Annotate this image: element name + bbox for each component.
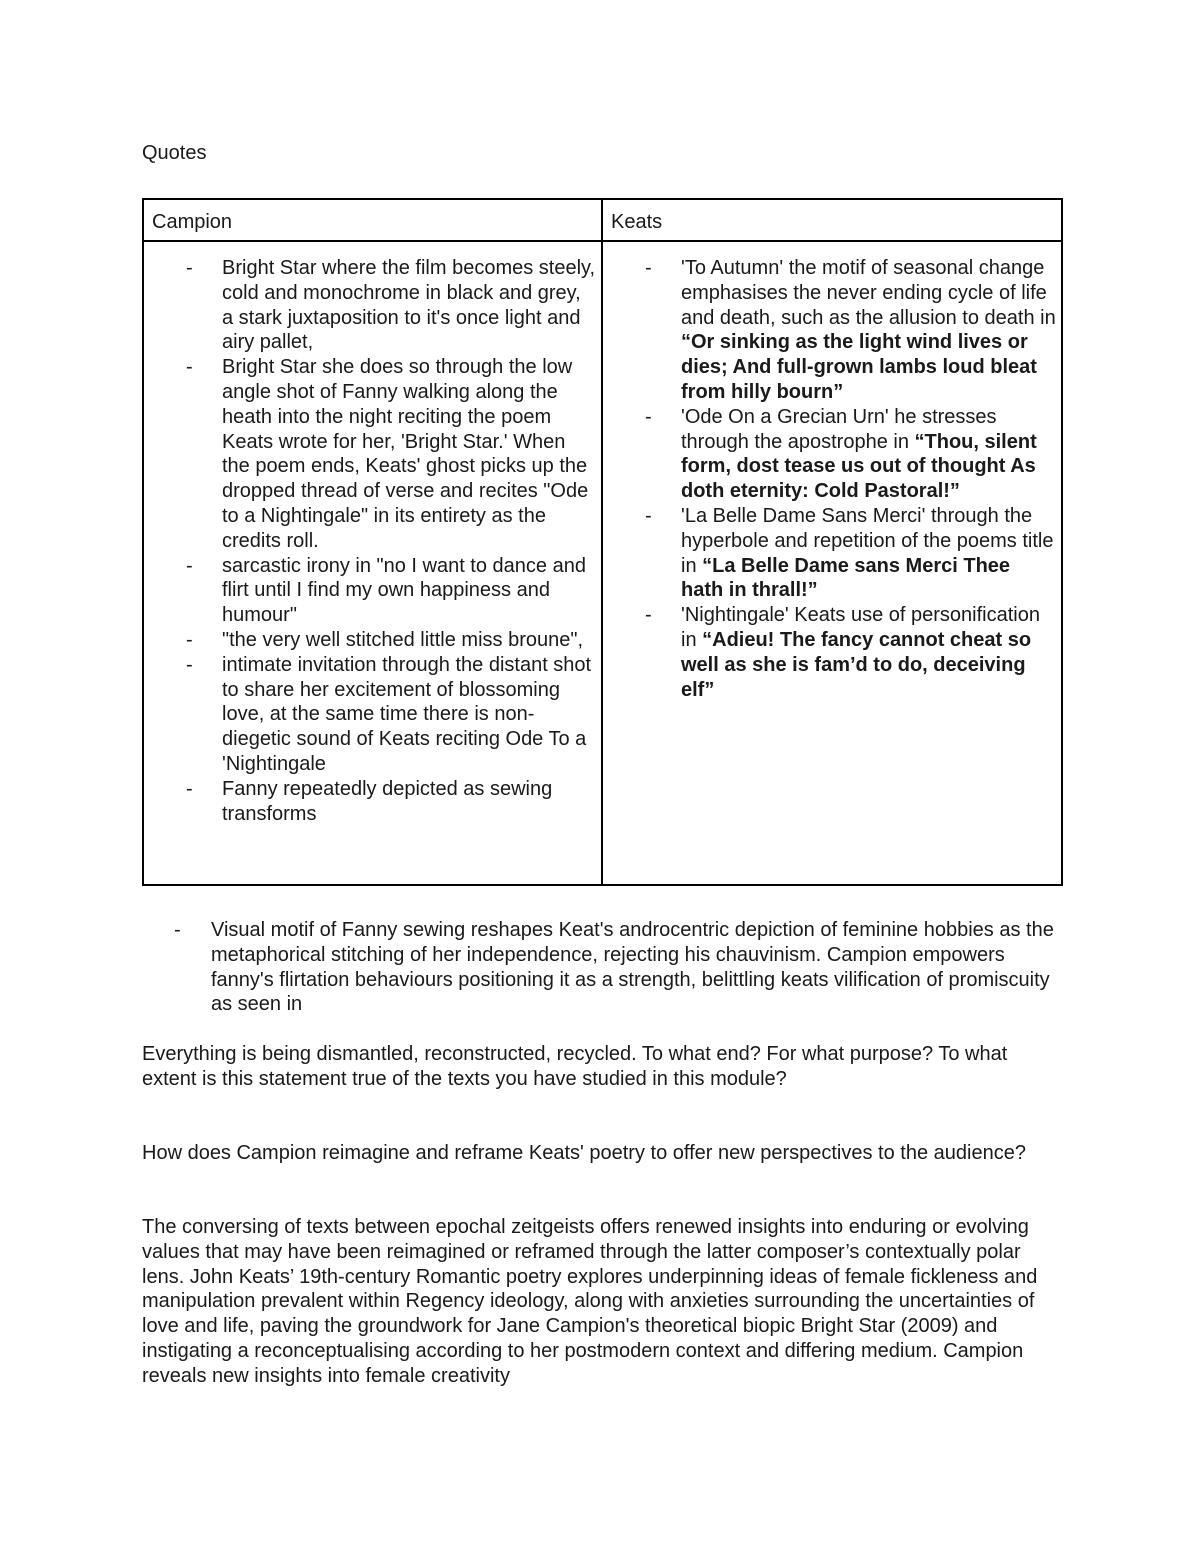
- essay-question: How does Campion reimagine and reframe Keats' poetry to offer new perspectives to the audience?: [142, 1142, 1026, 1164]
- list-item-text: 'La Belle Dame Sans Merci' through the hyperbole and repetition of the poems title in: [681, 504, 1054, 577]
- list-item: - "the very well stitched little miss broune",: [144, 628, 597, 653]
- list-item-text: 'To Autumn' the motif of seasonal change emphasises the never ending cycle of life and death, such as the allusion to death in: [681, 257, 1056, 329]
- list-item: - sarcastic irony in "no I want to dance and flirt until I find my own happiness and humour": [144, 554, 597, 628]
- list-item-text: 'Nightingale' Keats use of personification in: [681, 604, 1040, 651]
- list-item: - Fanny repeatedly depicted as sewing transforms: [144, 777, 597, 827]
- campion-cell: [143, 241, 602, 885]
- list-item-text: 'Ode On a Grecian Urn' he stresses through the apostrophe in: [681, 405, 997, 453]
- campion-list: [144, 256, 597, 826]
- bold-quote: “Thou, silent form, dost tease us out of thought As doth eternity: Cold Pastoral!”: [681, 430, 1037, 503]
- list-item: [603, 603, 1057, 702]
- list-item: [603, 256, 1057, 405]
- essay-introduction: The conversing of texts between epochal zeitgeists offers renewed insights into enduring or evolving values that may have been reimagined or reframed through the latter composer’s contextually polar lens. John Keats’ 19th-century Romantic poetry explores underpinning ideas of female fickleness and manipulation prevalent within Regency ideology, along with anxieties surrounding the uncertainties of love and life, paving the groundwork for Jane Campion's theoretical biopic Bright Star (2009) and instigating a reconceptualising according to her postmodern context and differing medium. Campion reveals new insights into female creativity: [142, 1216, 1038, 1387]
- list-item: [603, 504, 1057, 603]
- bold-quote: “Or sinking as the light wind lives or dies; And full-grown lambs loud bleat from hilly bourn”: [681, 331, 1037, 403]
- list-item: - Bright Star she does so through the low angle shot of Fanny walking along the heath into the night reciting the poem Keats wrote for her, 'Bright Star.' When the poem ends, Keats' ghost picks up the dropped thread of verse and recites "Ode to a Nightingale" in its entirety as the credits roll.: [144, 355, 597, 553]
- column-header-campion: Campion: [143, 199, 602, 241]
- page-heading: Quotes: [142, 142, 207, 164]
- list-item: - intimate invitation through the distant shot to share her excitement of blossoming love, at the same time there is non-diegetic sound of Keats reciting Ode To a 'Nightingale: [144, 653, 597, 777]
- list-item: - Visual motif of Fanny sewing reshapes Keat's androcentric depiction of feminine hobbies as the metaphorical stitching of her independence, rejecting his chauvinism. Campion empowers fanny's flirtation behaviours positioning it as a strength, belittling keats vilification of promiscuity as seen in: [142, 918, 1062, 1017]
- quotes-table: [142, 198, 1063, 886]
- bold-quote: “La Belle Dame sans Merci Thee hath in thrall!”: [681, 554, 1011, 602]
- keats-list: [603, 256, 1057, 702]
- column-header-keats: Keats: [602, 199, 1062, 241]
- keats-cell: [602, 241, 1062, 885]
- analysis-list: [142, 918, 1062, 1017]
- essay-prompt: Everything is being dismantled, reconstructed, recycled. To what end? For what purpose? To what extent is this statement true of the texts you have studied in this module?: [142, 1043, 1008, 1090]
- list-item: [603, 405, 1057, 504]
- bold-quote: “Adieu! The fancy cannot cheat so well as she is fam’d to do, deceiving elf”: [681, 628, 1032, 701]
- list-item: - Bright Star where the film becomes steely, cold and monochrome in black and grey, a stark juxtaposition to it's once light and airy pallet,: [144, 256, 597, 355]
